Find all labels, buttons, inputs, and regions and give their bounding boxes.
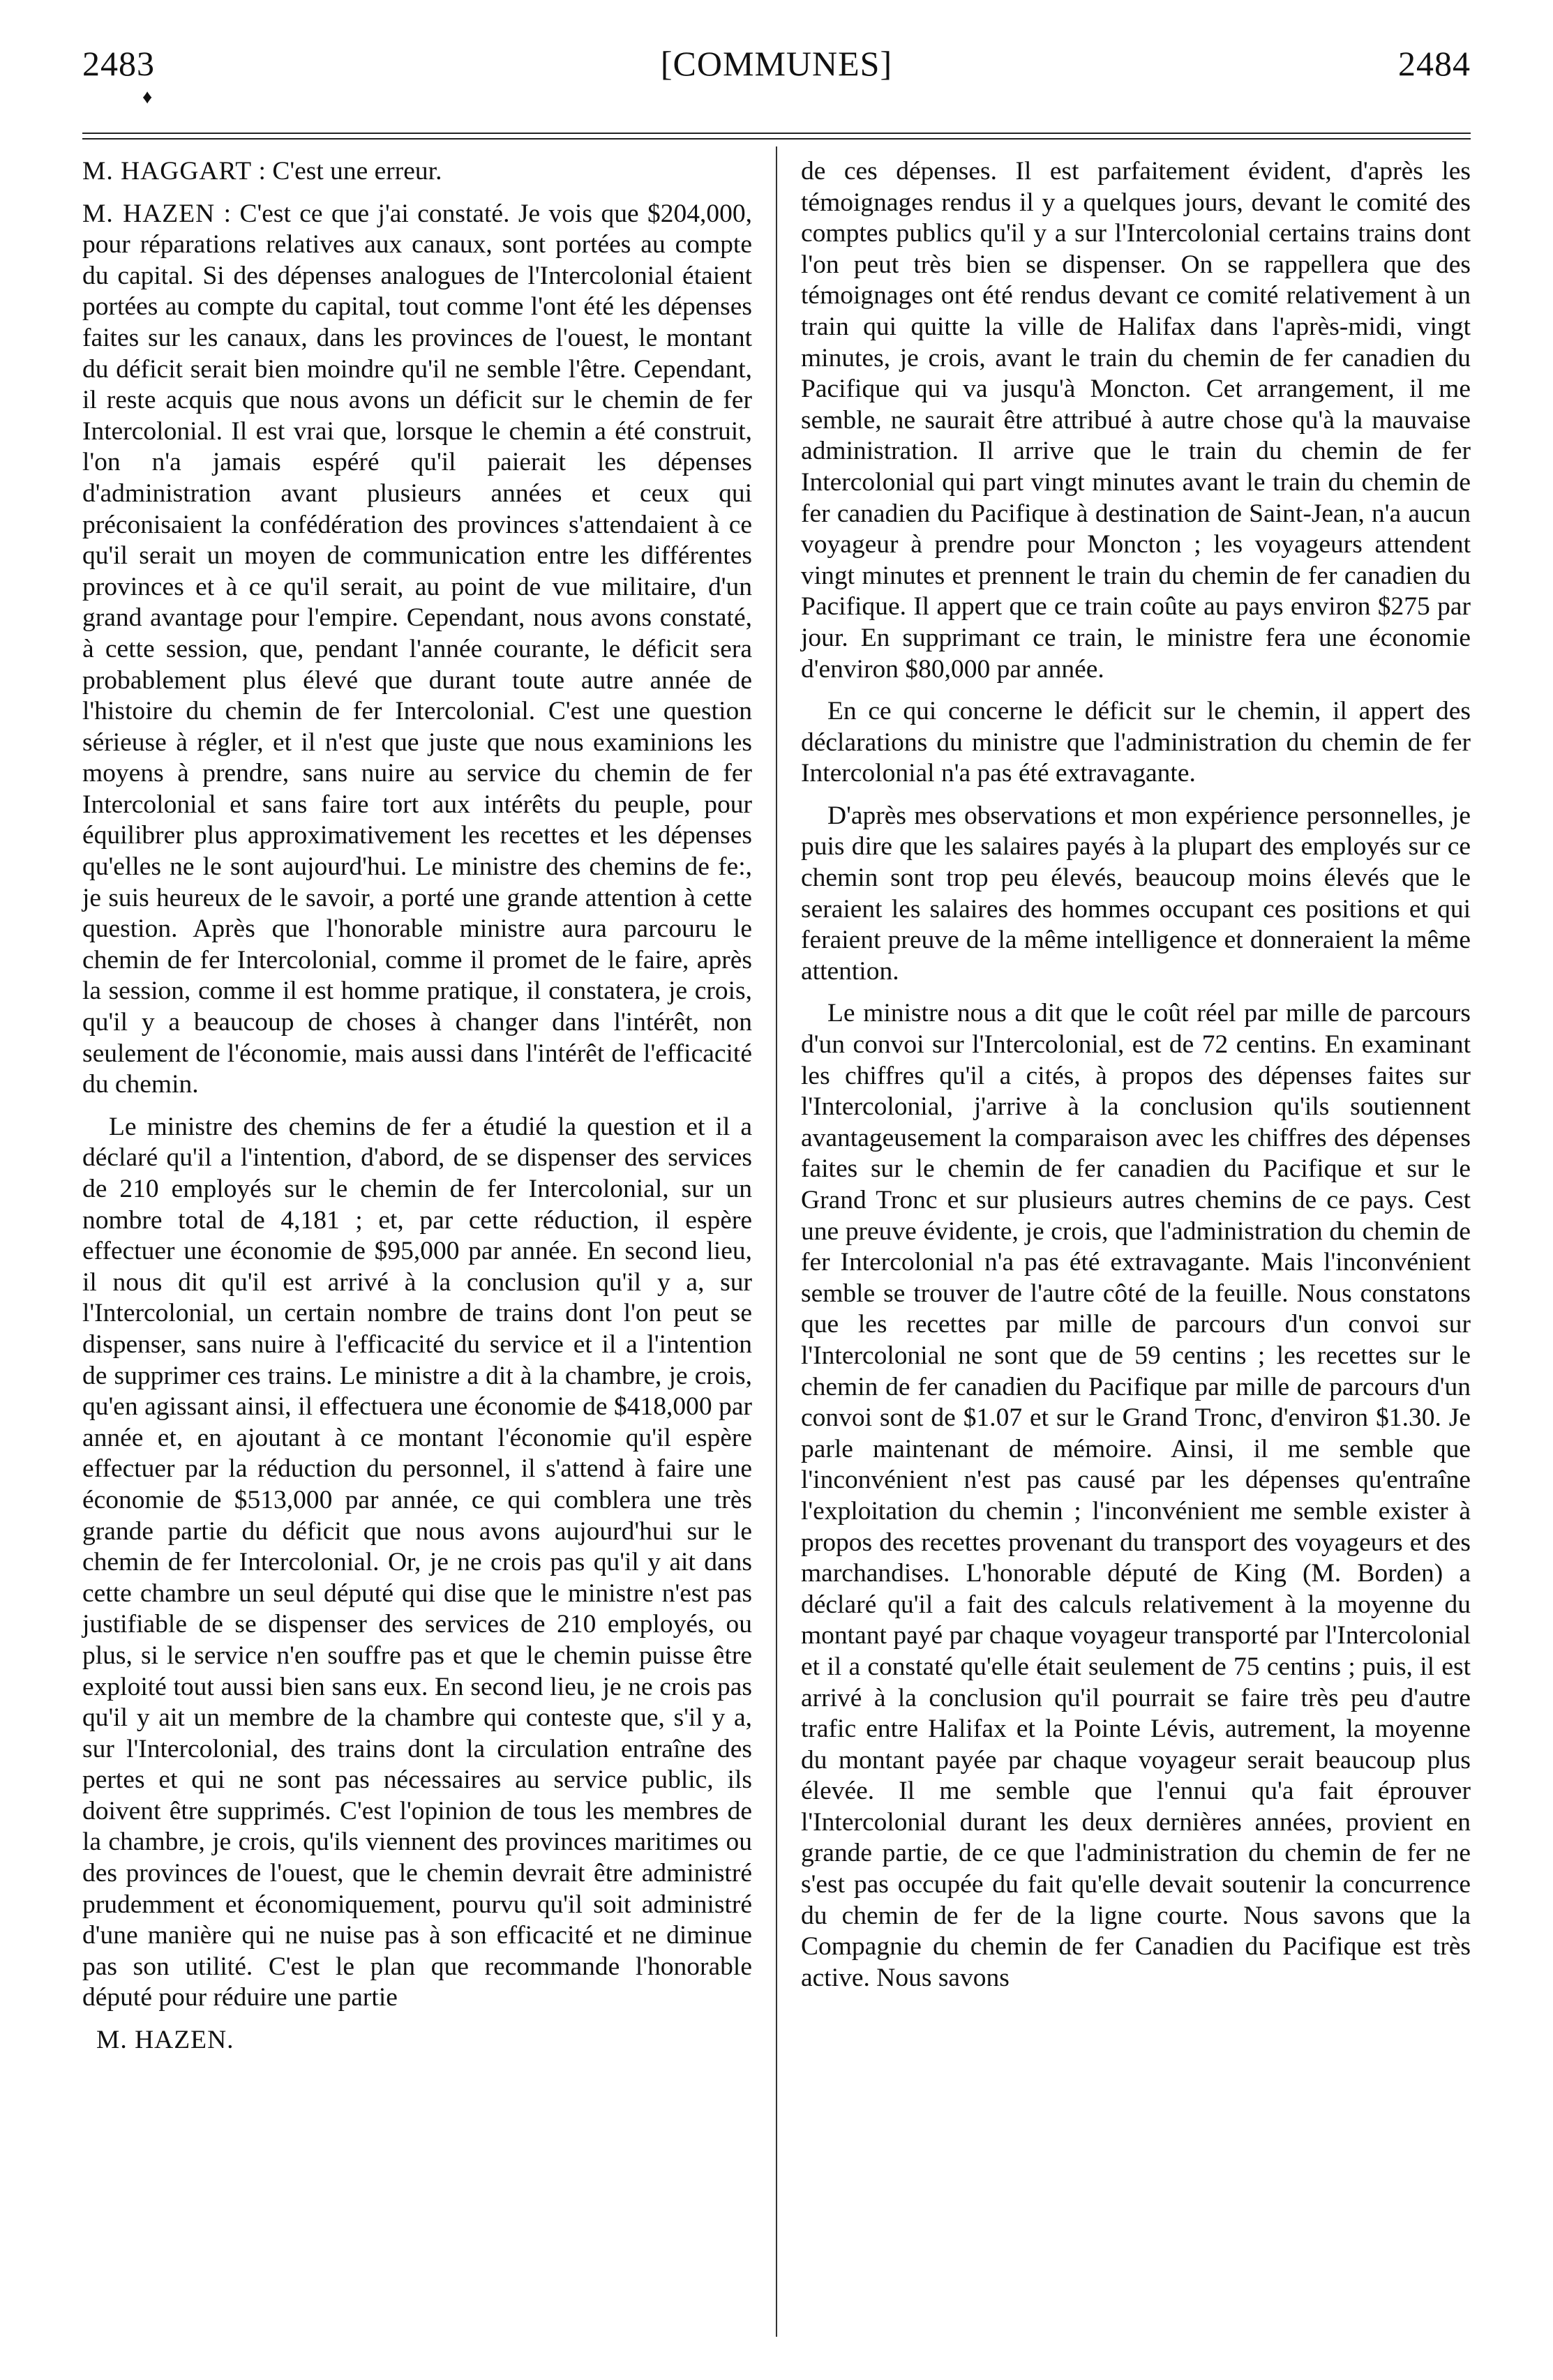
- page-header: [82, 43, 1471, 108]
- speech-text: : C'est une erreur.: [252, 157, 442, 186]
- speaker-name: M. HAGGART: [82, 157, 253, 186]
- page-number-left: 2483: [82, 44, 155, 83]
- speaker-footer: M. HAZEN.: [96, 2026, 234, 2055]
- paragraph: Le ministre nous a dit que le coût réel par mille de parcours d'un convoi sur l'Intercolonial, est de 72 centins. En examinant les chiffres qu'il a cités, à propos des dépenses faites sur l'Intercolonial, j'arrive à la conclusion qu'ils soutiennent avantageusement la comparaison avec les chiffres des dépenses faites sur le chemin de fer canadien du Pacifique et sur le Grand Tronc et sur plusieurs autres chemins de ce pays. Cest une preuve évidente, je crois, que l'administration du chemin de fer Intercolonial n'a pas été extravagante. Mais l'inconvénient semble se trouver de l'autre côté de la feuille. Nous constatons que les recettes par mille de parcours d'un convoi sur l'Intercolonial ne sont que de 59 centins ; les recettes sur le chemin de fer canadien du Pacifique par mille de parcours d'un convoi sont de $1.07 et sur le Grand Tronc, d'environ $1.30. Je parle maintenant de mémoire. Ainsi, il me semble que l'inconvénient n'est pas causé par les dépenses qu'entraîne l'exploitation du chemin ; l'inconvénient me semble exister à propos des recettes provenant du transport des voyageurs et des marchandises. L'honorable député de King (M. Borden) a déclaré qu'il a fait des calculs relativement à la moyenne du montant payé par chaque voyageur transporté par l'Intercolonial et il a constaté qu'elle était seulement de 75 centins ; puis, il est arrivé à la conclusion qu'il pourrait se faire très peu d'autre trafic entre Halifax et la Pointe Lévis, autrement, la moyenne du montant payée par chaque voyageur serait beaucoup plus élevée. Il me semble que l'ennui qu'a fait éprouver l'Intercolonial durant les deux dernières années, provient en grande partie, de ce que l'administration du chemin de fer ne s'est pas occupée du fait qu'elle devait soutenir la concurrence du chemin de fer de la ligne courte. Nous savons que la Compagnie du chemin de fer Canadien du Pacifique est très active. Nous savons: [801, 999, 1471, 1992]
- paragraph: Le ministre des chemins de fer a étudié la question et il a déclaré qu'il a l'intention, d'abord, de se dispenser des services de 210 employés sur le chemin de fer Intercolonial, sur un nombre total de 4,181 ; et, par cette réduction, il espère effectuer une économie de $95,000 par année. En second lieu, il nous dit qu'il est arrivé à la conclusion qu'il y a, sur l'Intercolonial, un certain nombre de trains dont l'on peut se dispenser, sans nuire à l'efficacité du service et il a l'intention de supprimer ces trains. Le ministre a dit à la chambre, je crois, qu'en agissant ainsi, il effectuera une économie de $418,000 par année et, en ajoutant à ce montant l'économie qu'il espère effectuer par la réduction du personnel, il s'attend à faire une économie de $513,000 par année, ce qui comblera une très grande partie du déficit que nous avons aujourd'hui sur le chemin de fer Intercolonial. Or, je ne crois pas qu'il y ait dans cette chambre un seul député qui dise que le ministre n'est pas justifiable de se dispenser des services de 210 employés, ou plus, si le service n'en souffre pas et que le chemin puisse être exploité tout aussi bien sans eux. En second lieu, je ne crois pas qu'il y ait un membre de la chambre qui conteste que, s'il y a, sur l'Intercolonial, des trains dont la circulation entraîne des pertes et qui ne sont pas nécessaires au service public, ils doivent être supprimés. C'est l'opinion de tous les membres de la chambre, je crois, qu'ils viennent des provinces maritimes ou des provinces de l'ouest, que le chemin devrait être administré prudemment et économiquement, pourvu qu'il soit administré d'une manière qui ne nuise pas à son efficacité et ne diminue pas son utilité. C'est le plan que recommande l'honorable député pour réduire une partie: [82, 1112, 752, 2012]
- printer-mark: ♦: [142, 86, 153, 108]
- speech-text: : C'est ce que j'ai constaté. Je vois que $204,000, pour réparations relatives aux canaux, sont portées au compte du capital. Si des dépenses analogues de l'Intercolonial étaient portées au compte du capital, tout comme l'ont été les dépenses faites sur les canaux, dans les provinces de l'ouest, le montant du déficit serait bien moindre qu'il ne semble l'être. Cependant, il reste acquis que nous avons un déficit sur le chemin de fer Intercolonial. Il est vrai que, lorsque le chemin a été construit, l'on n'a jamais espéré qu'il paierait les dépenses d'administration avant plusieurs années et ceux qui préconisaient la confédération des provinces s'attendaient à ce qu'il serait un moyen de communication entre les différentes provinces et à ce qu'il serait, au point de vue militaire, d'un grand avantage pour l'empire. Cependant, nous avons constaté, à cette session, que, pendant l'année courante, le déficit sera probablement plus élevé que durant toute autre année de l'histoire du chemin de fer Intercolonial. C'est une question sérieuse à régler, et il n'est que juste que nous examinions les moyens à prendre, sans nuire au service du chemin de fer Intercolonial et sans faire tort aux intérêts du peuple, pour équilibrer plus approximativement les recettes et les dépenses qu'elles ne le sont aujourd'hui. Le ministre des chemins de fe:, je suis heureux de le savoir, a porté une grande attention à cette question. Après que l'honorable ministre aura parcouru le chemin de fer Intercolonial, comme il promet de le faire, après la session, comme il est homme pratique, il constatera, je crois, qu'il y a beaucoup de choses à changer dans l'intérêt, non seulement de l'économie, mais aussi dans l'intérêt de l'efficacité du chemin.: [82, 199, 752, 1099]
- left-column: [82, 156, 752, 2068]
- paragraph: de ces dépenses. Il est parfaitement évident, d'après les témoignages rendus il y a quelques jours, devant le comité des comptes publics qu'il y a sur l'Intercolonial certains trains dont l'on peut très bien se dispenser. On se rappellera que des témoignages ont été rendus devant ce comité relativement à un train qui quitte la ville de Halifax dans l'après-midi, vingt minutes, je crois, avant le train du chemin de fer canadien du Pacifique qui va jusqu'à Moncton. Cet arrangement, il me semble, ne saurait être attribué à autre chose qu'à la mauvaise administration. Il arrive que le train du chemin de fer Intercolonial qui part vingt minutes avant le train du chemin de fer canadien du Pacifique à destination de Saint-Jean, n'a aucun voyageur à prendre pour Moncton ; les voyageurs attendent vingt minutes et prennent le train du chemin de fer canadien du Pacifique. Il appert que ce train coûte au pays environ $275 par jour. En supprimant ce train, le ministre fera une économie d'environ $80,000 par année.: [801, 157, 1471, 684]
- running-title: [COMMUNES]: [660, 44, 893, 83]
- paragraph-haggart: [82, 156, 752, 188]
- paragraph: En ce qui concerne le déficit sur le chemin, il appert des déclarations du ministre que l'administration du chemin de fer Intercolonial n'a pas été extravagante.: [801, 697, 1471, 788]
- page-number-right: 2484: [1398, 44, 1471, 83]
- right-column: [801, 156, 1471, 2005]
- header-rule-bottom: [82, 138, 1471, 140]
- paragraph: D'après mes observations et mon expérience personnelles, je puis dire que les salaires payés à la plupart des employés sur ce chemin sont trop peu élevés, beaucoup moins élevés que le seraient les salaires des hommes occupant ces positions et qui feraient preuve de la même intelligence et donneraient la même attention.: [801, 801, 1471, 986]
- paragraph-hazen: [82, 199, 752, 1101]
- speaker-name: M. HAZEN: [82, 199, 216, 228]
- header-rule-top: [82, 133, 1471, 134]
- column-divider: [776, 146, 777, 2337]
